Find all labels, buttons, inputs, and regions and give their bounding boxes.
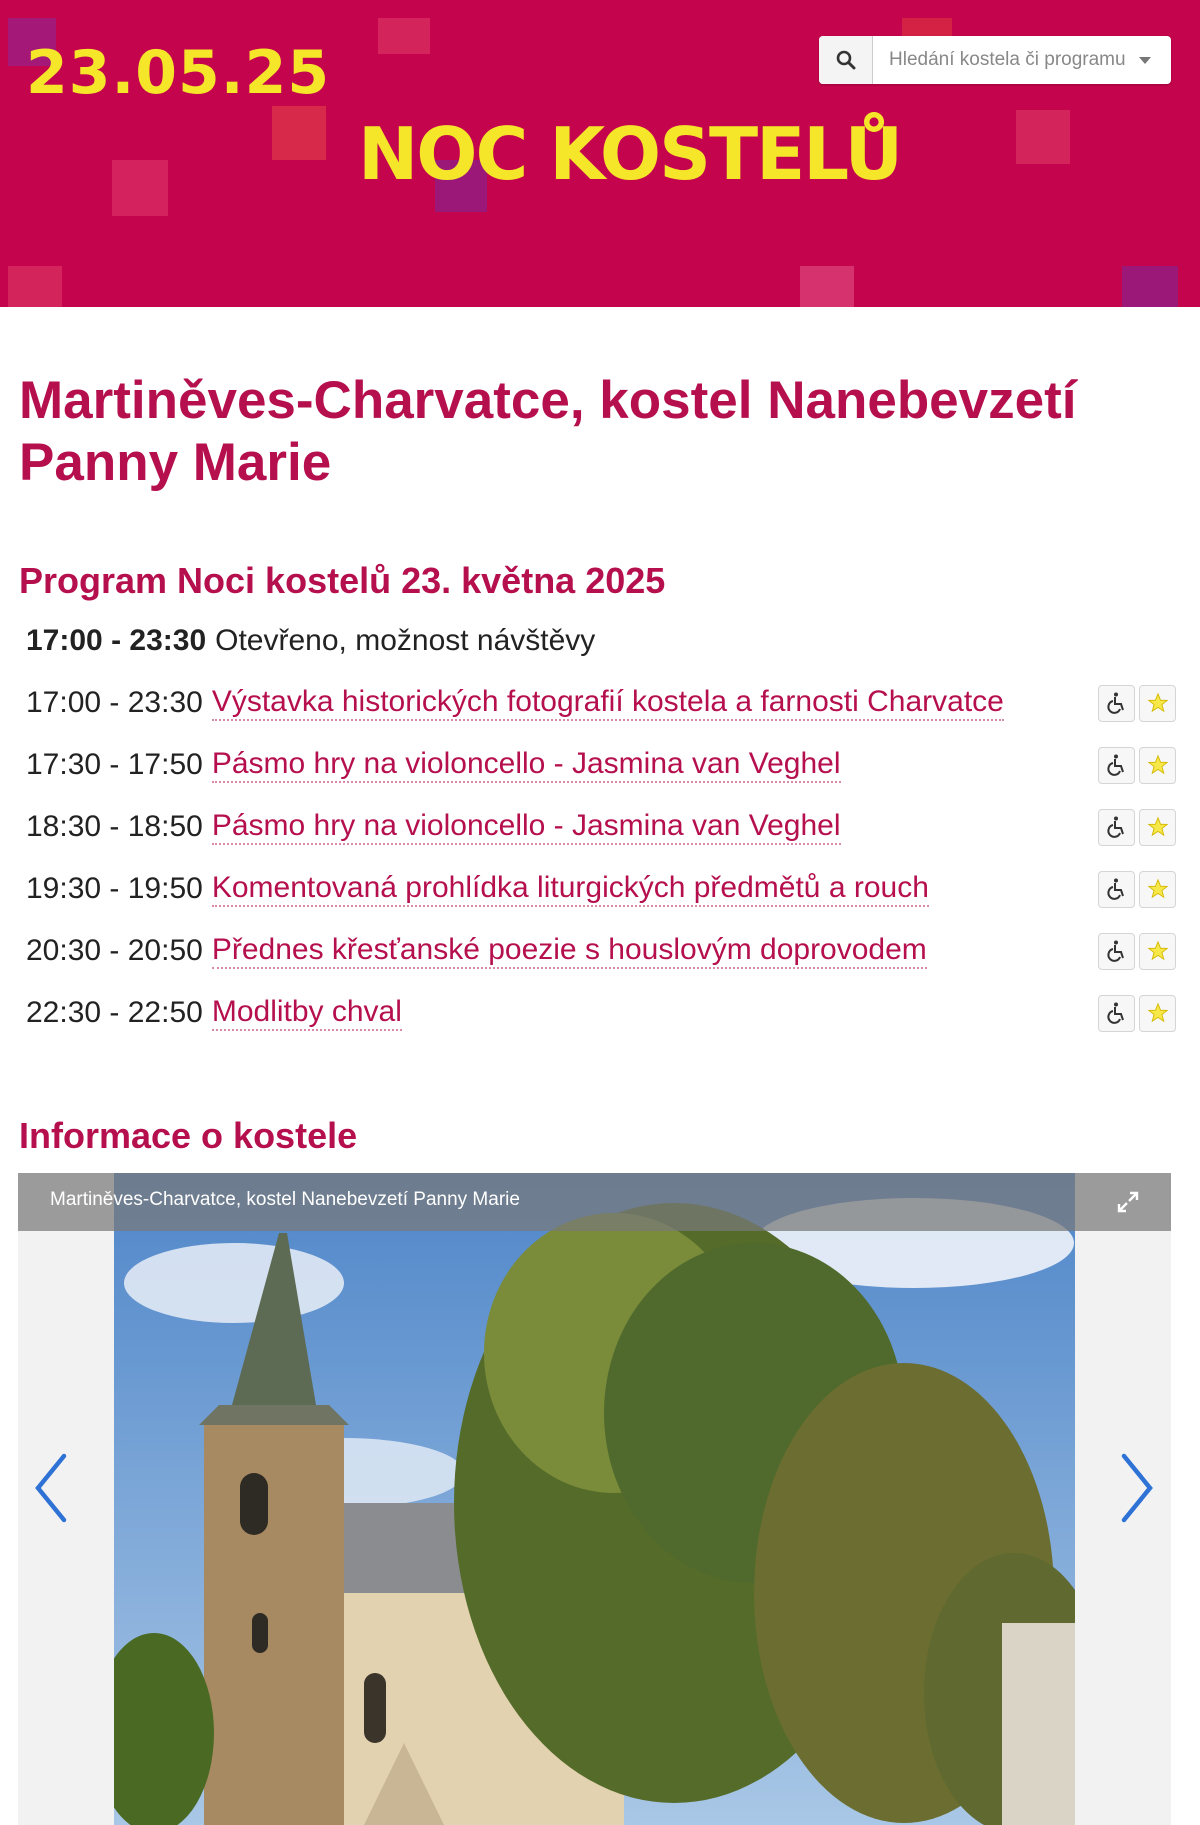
photo-caption: Martiněves-Charvatce, kostel Nanebevzetí Panny Marie bbox=[50, 1189, 520, 1210]
program-time: 18:30 - 18:50 bbox=[26, 810, 203, 843]
decor-square bbox=[272, 106, 326, 160]
chevron-right-icon[interactable] bbox=[1108, 1448, 1158, 1528]
program-item bbox=[26, 610, 1176, 672]
church-photo bbox=[114, 1173, 1075, 1825]
event-date: 23.05.25 bbox=[26, 38, 331, 108]
wheelchair-icon[interactable] bbox=[1098, 685, 1135, 722]
program-label: Otevřeno, možnost návštěvy bbox=[215, 624, 596, 657]
program-time: 19:30 - 19:50 bbox=[26, 872, 203, 905]
caption-bar bbox=[18, 1173, 1171, 1231]
program-item bbox=[26, 920, 1176, 982]
star-icon[interactable] bbox=[1139, 747, 1176, 784]
header-banner bbox=[0, 0, 1200, 307]
program-item bbox=[26, 796, 1176, 858]
wheelchair-icon[interactable] bbox=[1098, 933, 1135, 970]
decor-square bbox=[902, 18, 952, 38]
chevron-down-icon[interactable] bbox=[1139, 57, 1151, 64]
program-time: 17:00 - 23:30 bbox=[26, 686, 203, 719]
star-icon[interactable] bbox=[1139, 809, 1176, 846]
program-list bbox=[26, 610, 1176, 1044]
program-item bbox=[26, 672, 1176, 734]
decor-square bbox=[8, 266, 62, 307]
search-button[interactable] bbox=[819, 36, 873, 84]
wheelchair-icon[interactable] bbox=[1098, 871, 1135, 908]
program-link[interactable]: Výstavka historických fotografií kostela a farnosti Charvatce bbox=[212, 685, 1004, 721]
star-icon[interactable] bbox=[1139, 933, 1176, 970]
program-item bbox=[26, 982, 1176, 1044]
search-input[interactable] bbox=[873, 36, 1139, 84]
program-link[interactable]: Komentovaná prohlídka liturgických předmětů a rouch bbox=[212, 871, 929, 907]
program-item bbox=[26, 734, 1176, 796]
program-item bbox=[26, 858, 1176, 920]
search-box bbox=[819, 36, 1171, 84]
star-icon[interactable] bbox=[1139, 871, 1176, 908]
info-heading: Informace o kostele bbox=[19, 1115, 358, 1156]
decor-square bbox=[378, 18, 430, 54]
decor-square bbox=[112, 160, 168, 216]
page-title: Martiněves-Charvatce, kostel Nanebevzetí Panny Marie bbox=[19, 371, 1077, 492]
decor-square bbox=[1016, 110, 1070, 164]
program-time: 20:30 - 20:50 bbox=[26, 934, 203, 967]
decor-square bbox=[1122, 266, 1178, 307]
program-link[interactable]: Pásmo hry na violoncello - Jasmina van Veghel bbox=[212, 747, 841, 783]
star-icon[interactable] bbox=[1139, 995, 1176, 1032]
program-time: 22:30 - 22:50 bbox=[26, 996, 203, 1029]
program-time: 17:30 - 17:50 bbox=[26, 748, 203, 781]
decor-square bbox=[800, 266, 854, 307]
program-link[interactable]: Pásmo hry na violoncello - Jasmina van Veghel bbox=[212, 809, 841, 845]
search-icon bbox=[836, 50, 856, 70]
program-link[interactable]: Přednes křesťanské poezie s houslovým doprovodem bbox=[212, 933, 927, 969]
program-link[interactable]: Modlitby chval bbox=[212, 995, 402, 1031]
star-icon[interactable] bbox=[1139, 685, 1176, 722]
wheelchair-icon[interactable] bbox=[1098, 995, 1135, 1032]
photo-gallery bbox=[18, 1173, 1171, 1825]
fullscreen-icon[interactable] bbox=[1115, 1189, 1141, 1215]
program-heading: Program Noci kostelů 23. května 2025 bbox=[19, 560, 666, 601]
program-time: 17:00 - 23:30 bbox=[26, 624, 207, 657]
wheelchair-icon[interactable] bbox=[1098, 747, 1135, 784]
event-title: NOC KOSTELŮ bbox=[358, 112, 902, 196]
wheelchair-icon[interactable] bbox=[1098, 809, 1135, 846]
chevron-left-icon[interactable] bbox=[30, 1448, 80, 1528]
